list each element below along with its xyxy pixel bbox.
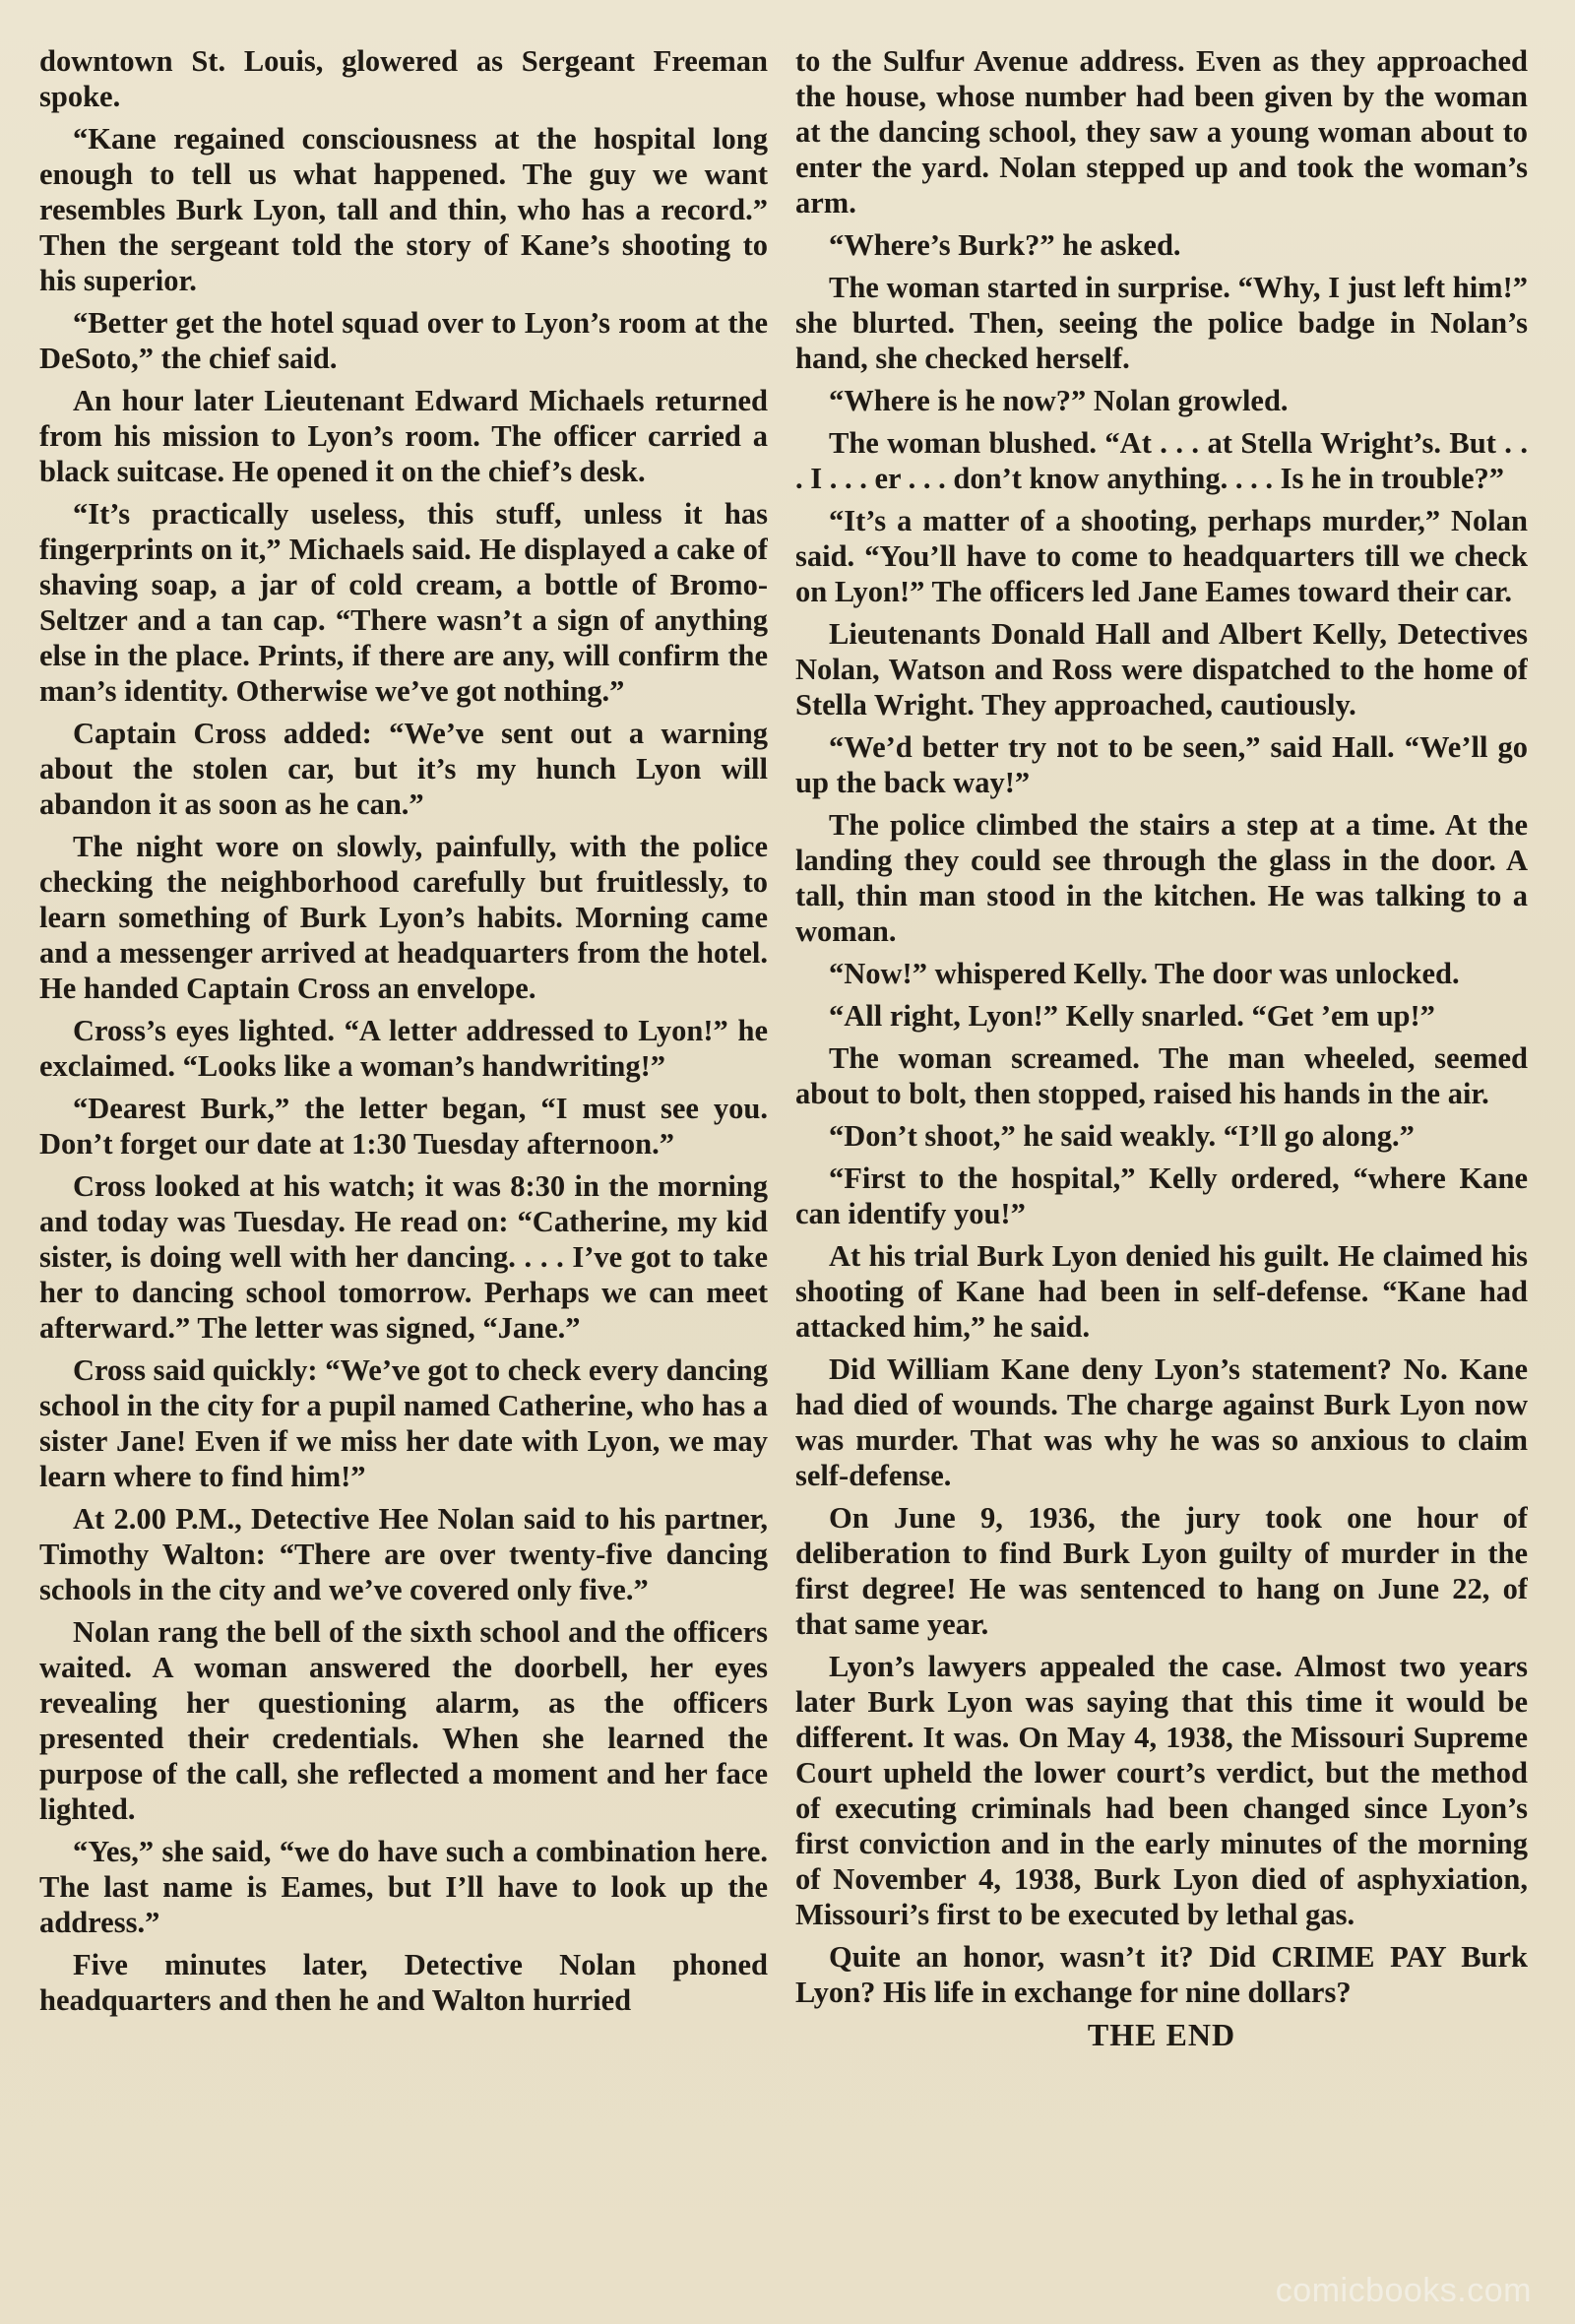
story-paragraph: Lyon’s lawyers appealed the case. Almost two years later Burk Lyon was saying that this time it would be different. It was. On May 4, 1938, the Missouri Supreme Court upheld the lower court’s verdict, but the method of executing criminals had been changed since Lyon’s first conviction and in the early minutes of the morning of November 4, 1938, Burk Lyon died of asphyxiation, Missouri’s first to be executed by lethal gas. [795, 1650, 1528, 1931]
story-paragraph: “It’s practically useless, this stuff, unless it has fingerprints on it,” Michaels said. He displayed a cake of shaving soap, a jar of cold cream, a bottle of Bromo-Seltzer and a tan cap. “There wasn’t a sign of anything else in the place. Prints, if there are any, will confirm the man’s identity. Otherwise we’ve got nothing.” [39, 497, 768, 708]
story-paragraph: Nolan rang the bell of the sixth school and the officers waited. A woman answered the doorbell, her eyes revealing her questioning alarm, as the officers presented their credentials. When she learned the purpose of the call, she reflected a moment and her face lighted. [39, 1615, 768, 1826]
story-paragraph: Did William Kane deny Lyon’s statement? No. Kane had died of wounds. The charge against Burk Lyon now was murder. That was why he was so anxious to claim self-defense. [795, 1352, 1528, 1492]
story-paragraph: “Better get the hotel squad over to Lyon’s room at the DeSoto,” the chief said. [39, 306, 768, 375]
story-paragraph: On June 9, 1936, the jury took one hour of deliberation to find Burk Lyon guilty of murder in the first degree! He was sentenced to hang on June 22, of that same year. [795, 1501, 1528, 1641]
story-paragraph: Five minutes later, Detective Nolan phoned headquarters and then he and Walton hurried [39, 1948, 768, 2017]
story-paragraph: “All right, Lyon!” Kelly snarled. “Get ’em up!” [829, 999, 1435, 1033]
right-text-column [795, 43, 1528, 2297]
story-paragraph: “We’d better try not to be seen,” said Hall. “We’ll go up the back way!” [795, 730, 1528, 799]
story-paragraph: Quite an honor, wasn’t it? Did CRIME PAY Burk Lyon? His life in exchange for nine dollars? [795, 1940, 1528, 2009]
story-paragraph: The woman started in surprise. “Why, I just left him!” she blurted. Then, seeing the police badge in Nolan’s hand, she checked herself. [795, 271, 1528, 375]
story-paragraph: “Kane regained consciousness at the hospital long enough to tell us what happened. The guy we want resembles Burk Lyon, tall and thin, who has a record.” Then the sergeant told the story of Kane’s shooting to his superior. [39, 122, 768, 297]
story-paragraph: Cross said quickly: “We’ve got to check every dancing school in the city for a pupil named Catherine, who has a sister Jane! Even if we miss her date with Lyon, we may learn where to find him!” [39, 1353, 768, 1493]
story-paragraph: The woman blushed. “At . . . at Stella Wright’s. But . . . I . . . er . . . don’t know anything. . . . Is he in trouble?” [795, 426, 1528, 495]
story-paragraph: “Now!” whispered Kelly. The door was unlocked. [829, 957, 1460, 990]
story-paragraph: The police climbed the stairs a step at a time. At the landing they could see through the glass in the door. A tall, thin man stood in the kitchen. He was talking to a woman. [795, 808, 1528, 948]
story-paragraph: “Yes,” she said, “we do have such a combination here. The last name is Eames, but I’ll have to look up the address.” [39, 1835, 768, 1939]
story-paragraph: to the Sulfur Avenue address. Even as they approached the house, whose number had been given by the woman at the dancing school, they saw a young woman about to enter the yard. Nolan stepped up and took the woman’s arm. [795, 44, 1528, 220]
story-paragraph: The woman screamed. The man wheeled, seemed about to bolt, then stopped, raised his hands in the air. [795, 1041, 1528, 1110]
story-paragraph: Captain Cross added: “We’ve sent out a warning about the stolen car, but it’s my hunch Lyon will abandon it as soon as he can.” [39, 717, 768, 821]
the-end-label: THE END [1087, 2017, 1236, 2052]
story-paragraph: “It’s a matter of a shooting, perhaps murder,” Nolan said. “You’ll have to come to headquarters till we check on Lyon!” The officers led Jane Eames toward their car. [795, 504, 1528, 608]
site-watermark: comicbooks.com [1275, 2272, 1532, 2309]
story-paragraph: “Where’s Burk?” he asked. [829, 228, 1181, 262]
story-paragraph: Lieutenants Donald Hall and Albert Kelly, Detectives Nolan, Watson and Ross were dispatched to the home of Stella Wright. They approached, cautiously. [795, 617, 1528, 722]
story-paragraph: An hour later Lieutenant Edward Michaels returned from his mission to Lyon’s room. The officer carried a black suitcase. He opened it on the chief’s desk. [39, 384, 768, 488]
story-paragraph: At his trial Burk Lyon denied his guilt. He claimed his shooting of Kane had been in self-defense. “Kane had attacked him,” he said. [795, 1239, 1528, 1344]
story-paragraph: “First to the hospital,” Kelly ordered, “where Kane can identify you!” [795, 1162, 1528, 1230]
story-paragraph: “Don’t shoot,” he said weakly. “I’ll go along.” [829, 1119, 1415, 1153]
story-paragraph: “Dearest Burk,” the letter began, “I must see you. Don’t forget our date at 1:30 Tuesday afternoon.” [39, 1092, 768, 1161]
story-paragraph: Cross looked at his watch; it was 8:30 in the morning and today was Tuesday. He read on: “Catherine, my kid sister, is doing well with her dancing. . . . I’ve got to take her to dancing school tomorrow. Perhaps we can meet afterward.” The letter was signed, “Jane.” [39, 1169, 768, 1345]
story-paragraph: downtown St. Louis, glowered as Sergeant Freeman spoke. [39, 44, 768, 113]
story-paragraph: The night wore on slowly, painfully, with the police checking the neighborhood carefully but fruitlessly, to learn something of Burk Lyon’s habits. Morning came and a messenger arrived at headquarters from the hotel. He handed Captain Cross an envelope. [39, 830, 768, 1005]
story-paragraph: “Where is he now?” Nolan growled. [829, 384, 1289, 417]
story-paragraph: At 2.00 P.M., Detective Hee Nolan said to his partner, Timothy Walton: “There are over twenty-five dancing schools in the city and we’ve covered only five.” [39, 1502, 768, 1606]
story-paragraph: Cross’s eyes lighted. “A letter addressed to Lyon!” he exclaimed. “Looks like a woman’s handwriting!” [39, 1014, 768, 1083]
left-text-column [39, 43, 768, 2297]
